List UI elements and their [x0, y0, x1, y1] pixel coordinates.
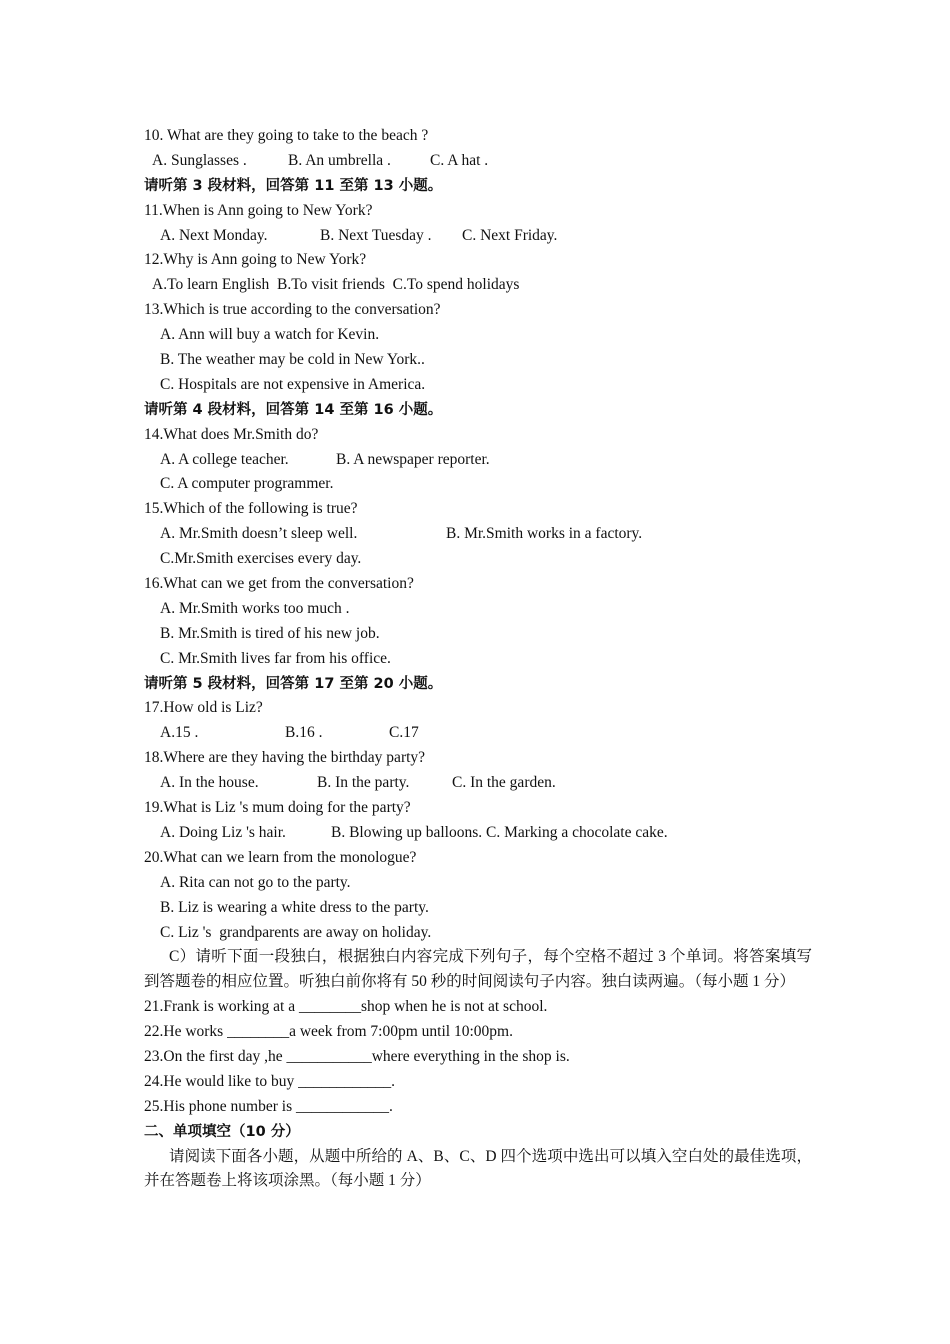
- section-5-heading: 请听第 5 段材料，回答第 17 至第 20 小题。: [144, 675, 443, 692]
- option-a: A.15 .: [160, 724, 199, 742]
- question-16-option-a: A. Mr.Smith works too much .: [160, 599, 350, 617]
- fill-item: 24.He would like to buy ____________.: [144, 1072, 395, 1090]
- question-12: 12.Why is Ann going to New York?: [144, 251, 367, 269]
- option-c: C.17: [389, 724, 419, 742]
- option-c: C. Next Friday.: [462, 226, 558, 244]
- question-13-option-a: A. Ann will buy a watch for Kevin.: [160, 326, 380, 344]
- section-3-heading: 请听第 3 段材料，回答第 11 至第 13 小题。: [144, 177, 443, 194]
- question-14-option-c: C. A computer programmer.: [160, 475, 334, 493]
- question-18-options: [144, 771, 812, 796]
- question-13-option-b: B. The weather may be cold in New York..: [160, 351, 425, 369]
- question-13-option-c: C. Hospitals are not expensive in America.: [160, 375, 426, 393]
- fill-item: 21.Frank is working at a ________shop when he is not at school.: [144, 998, 548, 1016]
- part-c-instructions: C）请听下面一段独白，根据独白内容完成下列句子，每个空格不超过 3 个单词。将答案填写到答题卷的相应位置。听独白前你将有 50 秒的时间阅读句子内容。独白读两遍。（每小题 1 分）: [144, 948, 812, 991]
- exam-page: [144, 124, 812, 1194]
- question-10: 10. What are they going to take to the beach ?: [144, 127, 429, 144]
- question-11-options: [144, 224, 812, 249]
- option-bc: B. Blowing up balloons. C. Marking a chocolate cake.: [331, 823, 668, 841]
- fill-item: 23.On the first day ,he ___________where everything in the shop is.: [144, 1047, 570, 1065]
- question-14-options: [144, 448, 812, 473]
- option-b: B. A newspaper reporter.: [336, 450, 490, 468]
- option-a: A. A college teacher.: [160, 450, 289, 468]
- fill-item: 25.His phone number is ____________.: [144, 1097, 393, 1115]
- option-a: A. Mr.Smith doesn’t sleep well.: [160, 525, 358, 543]
- question-20: 20.What can we learn from the monologue?: [144, 848, 417, 866]
- question-16-option-b: B. Mr.Smith is tired of his new job.: [160, 624, 380, 642]
- option-b: B. In the party.: [317, 774, 410, 792]
- question-16-option-c: C. Mr.Smith lives far from his office.: [160, 649, 391, 667]
- question-20-option-c: C. Liz 's grandparents are away on holiday.: [160, 923, 432, 941]
- option-b: B.16 .: [285, 724, 323, 742]
- question-14: 14.What does Mr.Smith do?: [144, 425, 319, 443]
- question-20-option-b: B. Liz is wearing a white dress to the party.: [160, 898, 429, 916]
- question-11: 11.When is Ann going to New York?: [144, 201, 373, 219]
- section-4-heading: 请听第 4 段材料，回答第 14 至第 16 小题。: [144, 401, 443, 418]
- part-2-instructions: 请阅读下面各小题，从题中所给的 A、B、C、D 四个选项中选出可以填入空白处的最佳选项，并在答题卷上将该项涂黑。（每小题 1 分）: [144, 1147, 812, 1190]
- option-a: A. Next Monday.: [160, 226, 268, 244]
- option-c: C. A hat .: [430, 151, 489, 169]
- question-19: 19.What is Liz 's mum doing for the party?: [144, 799, 411, 817]
- option-b: B. An umbrella .: [288, 151, 391, 169]
- question-15-options: [144, 522, 812, 547]
- option-a: A. Doing Liz 's hair.: [160, 823, 286, 841]
- question-19-options: [144, 821, 812, 846]
- option-b: B. Next Tuesday .: [320, 226, 432, 244]
- question-15-option-c: C.Mr.Smith exercises every day.: [160, 550, 362, 568]
- question-13: 13.Which is true according to the conversation?: [144, 301, 441, 319]
- question-12-options: A.To learn English B.To visit friends C.To spend holidays: [152, 276, 520, 294]
- question-16: 16.What can we get from the conversation?: [144, 575, 414, 593]
- question-20-option-a: A. Rita can not go to the party.: [160, 873, 351, 891]
- question-10-options: [144, 149, 812, 174]
- option-b: B. Mr.Smith works in a factory.: [446, 525, 643, 543]
- question-18: 18.Where are they having the birthday party?: [144, 749, 426, 767]
- fill-item: 22.He works ________a week from 7:00pm until 10:00pm.: [144, 1023, 513, 1041]
- option-a: A. Sunglasses .: [152, 151, 247, 169]
- option-c: C. In the garden.: [452, 774, 556, 792]
- question-17: 17.How old is Liz?: [144, 699, 263, 717]
- question-17-options: [144, 721, 812, 746]
- part-2-heading: 二、单项填空（10 分）: [144, 1123, 300, 1140]
- option-a: A. In the house.: [160, 774, 259, 792]
- question-15: 15.Which of the following is true?: [144, 500, 358, 518]
